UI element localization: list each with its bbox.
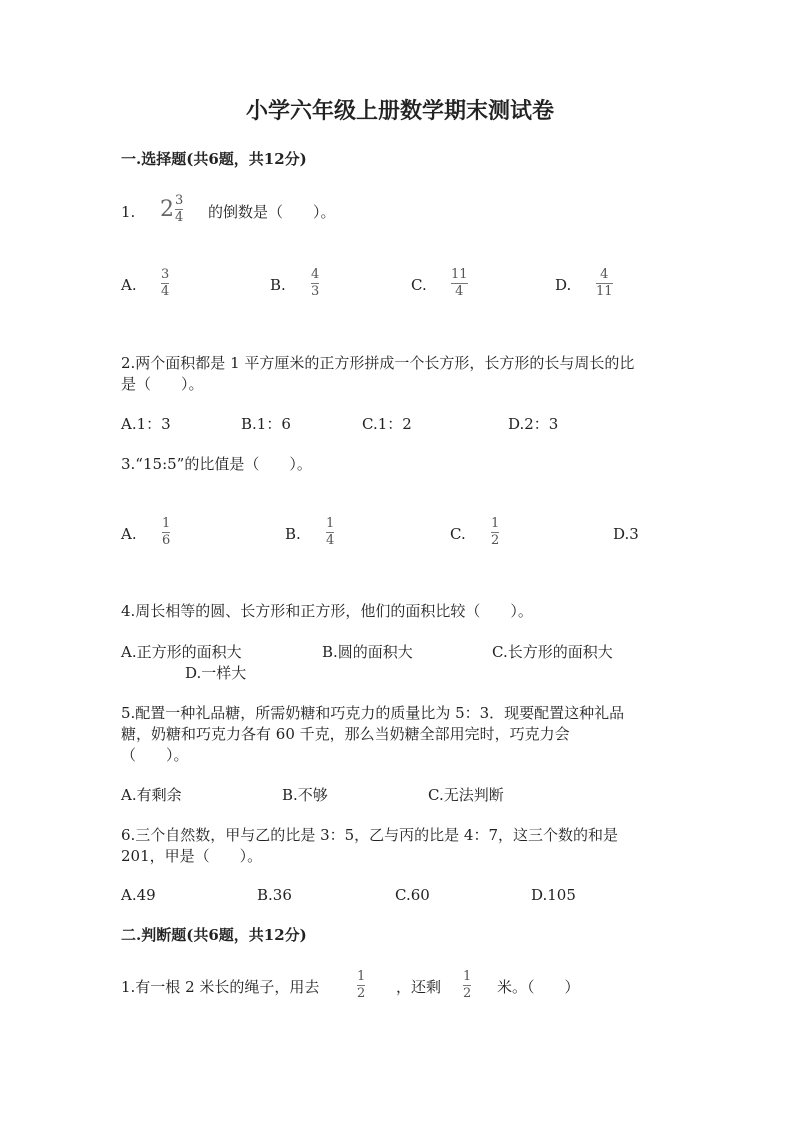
q4-option-d: D.一样大 bbox=[185, 664, 247, 682]
frac-den: 3 bbox=[311, 283, 320, 299]
q3-option-a-letter: A. bbox=[121, 525, 137, 543]
q5-stem-line2: 糖，奶糖和巧克力各有 60 千克，那么当奶糖全部用完时，巧克力会 bbox=[121, 725, 570, 743]
q2-stem-line1: 2.两个面积都是 1 平方厘米的正方形拼成一个长方形，长方形的长与周长的比 bbox=[121, 354, 635, 372]
q4-option-c: C.长方形的面积大 bbox=[492, 643, 613, 661]
j1-text-part1: 1.有一根 2 米长的绳子，用去 bbox=[121, 978, 320, 996]
section-heading-choice: 一.选择题(共6题，共12分) bbox=[121, 150, 307, 168]
frac-num: 1 bbox=[326, 516, 335, 531]
q1-number: 1. bbox=[121, 203, 136, 221]
q5-stem-line1: 5.配置一种礼品糖，所需奶糖和巧克力的质量比为 5：3．现要配置这种礼品 bbox=[121, 704, 625, 722]
q6-stem-line1: 6.三个自然数，甲与乙的比是 3：5，乙与丙的比是 4：7，这三个数的和是 bbox=[121, 826, 619, 844]
frac-den: 2 bbox=[491, 532, 500, 548]
page-title: 小学六年级上册数学期末测试卷 bbox=[245, 98, 554, 124]
frac-den: 4 bbox=[161, 283, 170, 299]
q1-option-d-fraction bbox=[596, 268, 613, 298]
q6-option-d: D.105 bbox=[531, 886, 576, 904]
section-heading-judgement: 二.判断题(共6题，共12分) bbox=[121, 926, 307, 944]
frac-num: 1 bbox=[491, 516, 500, 531]
j1-text-part2: ，还剩 bbox=[396, 978, 442, 996]
frac-den: 4 bbox=[326, 532, 335, 548]
q5-stem-line3: （ ）。 bbox=[121, 746, 189, 764]
q4-option-a: A.正方形的面积大 bbox=[121, 643, 242, 661]
q6-stem-line2: 201，甲是（ ）。 bbox=[121, 847, 263, 865]
q5-option-c: C.无法判断 bbox=[428, 786, 504, 804]
q3-option-c-fraction bbox=[491, 517, 499, 547]
frac-den: 4 bbox=[455, 283, 464, 299]
q1-option-d-letter: D. bbox=[555, 276, 572, 294]
q2-stem-line2: 是（ ）。 bbox=[121, 375, 204, 393]
q5-option-a: A.有剩余 bbox=[121, 786, 182, 804]
frac-num: 1 bbox=[463, 969, 472, 984]
q1-fraction bbox=[175, 194, 183, 224]
frac-den: 2 bbox=[357, 985, 366, 1001]
q1-mixed-number bbox=[160, 194, 183, 224]
frac-num: 4 bbox=[600, 267, 609, 282]
q6-option-c: C.60 bbox=[395, 886, 430, 904]
q2-option-c: C.1：2 bbox=[362, 415, 412, 433]
frac-num: 1 bbox=[162, 516, 171, 531]
q6-option-a: A.49 bbox=[121, 886, 156, 904]
q5-option-b: B.不够 bbox=[282, 786, 328, 804]
j1-fraction-left bbox=[463, 970, 471, 1000]
q1-option-c-fraction bbox=[451, 268, 468, 298]
q1-stem: 的倒数是（ ）。 bbox=[208, 203, 336, 221]
q2-option-d: D.2：3 bbox=[508, 415, 559, 433]
q3-option-d: D.3 bbox=[613, 525, 639, 543]
q4-stem: 4.周长相等的圆、长方形和正方形，他们的面积比较（ ）。 bbox=[121, 602, 533, 620]
j1-text-part3: 米。（ ） bbox=[497, 978, 580, 996]
q2-option-a: A.1：3 bbox=[121, 415, 171, 433]
q3-stem: 3.“15:5”的比值是（ ）。 bbox=[121, 455, 312, 473]
frac-den: 2 bbox=[463, 985, 472, 1001]
frac-den: 6 bbox=[162, 532, 171, 548]
q1-option-a-letter: A. bbox=[121, 276, 137, 294]
q1-whole: 2 bbox=[160, 196, 174, 222]
frac-den: 11 bbox=[596, 283, 613, 299]
q1-option-b-letter: B. bbox=[270, 276, 286, 294]
q1-frac-num: 3 bbox=[175, 193, 184, 208]
q3-option-b-letter: B. bbox=[285, 525, 301, 543]
q1-option-a-fraction bbox=[161, 268, 169, 298]
q1-option-c-letter: C. bbox=[411, 276, 427, 294]
q3-option-b-fraction bbox=[326, 517, 334, 547]
frac-num: 11 bbox=[451, 267, 468, 282]
q4-option-b: B.圆的面积大 bbox=[322, 643, 413, 661]
frac-num: 3 bbox=[161, 267, 170, 282]
q6-option-b: B.36 bbox=[257, 886, 292, 904]
frac-num: 4 bbox=[311, 267, 320, 282]
q1-frac-den: 4 bbox=[175, 209, 184, 225]
q1-option-b-fraction bbox=[311, 268, 319, 298]
q3-option-a-fraction bbox=[162, 517, 170, 547]
q3-option-c-letter: C. bbox=[450, 525, 466, 543]
q2-option-b: B.1：6 bbox=[241, 415, 291, 433]
frac-num: 1 bbox=[357, 969, 366, 984]
j1-fraction-used bbox=[357, 970, 365, 1000]
